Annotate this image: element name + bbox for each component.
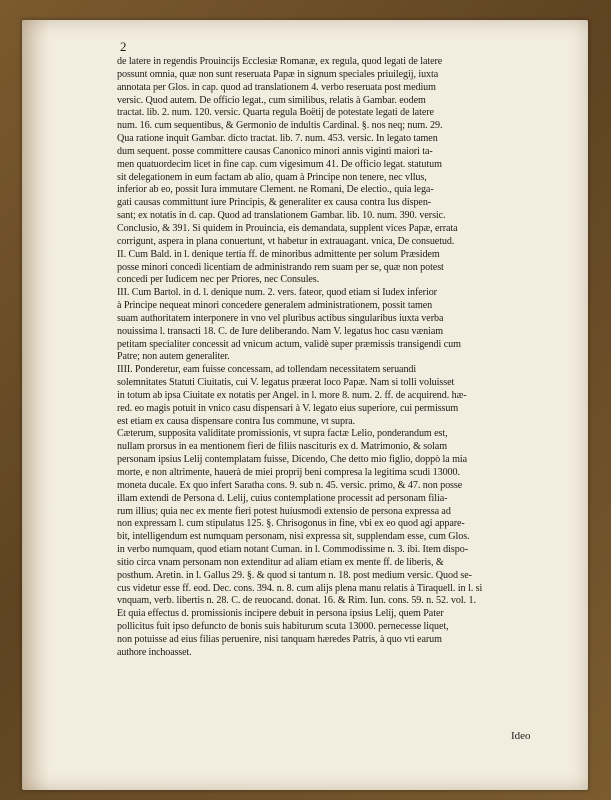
text-line: illam extendi de Persona d. Lelij, cuius contemplatione processit ad personam filia- — [117, 492, 448, 504]
text-line: Cæterum, supposita validitate promissionis, vt supra factæ Lelio, ponderandum est, — [117, 428, 448, 440]
text-line: men quatuordecim licet in fine cap. cum vigesimum 41. De officio legat. statutum — [117, 158, 442, 170]
text-line: non expressam l. cum stipulatus 125. §. Chrisogonus in fine, vbi ex eo quod agi appare- — [117, 518, 465, 530]
text-line: gati causas committunt iure Principis, & generaliter ex causa contra Ius dispen- — [117, 197, 432, 209]
page-number: 2 — [120, 39, 127, 54]
text-line: in totum ab ipsa Ciuitate ex notatis per Angel. in l. more 8. num. 2. ff. de acquirend. hæ- — [117, 389, 467, 401]
text-line: suam authoritatem interponere in vno vel pluribus actibus singularibus iuxta verba — [117, 312, 444, 324]
text-line: posthum. Aretin. in l. Gallus 29. §. & quod si tantum n. 18. post medium versic. Quod se- — [117, 569, 472, 581]
text-line: Patre; non autem generaliter. — [117, 351, 230, 363]
text-line: IIII. Ponderetur, eam fuisse concessam, ad tollendam necessitatem seruandi — [117, 364, 417, 376]
text-line: petitam specialiter concessit ad vnicum actum, validè super præmissis transigendi cum — [117, 338, 461, 350]
text-line: possunt omnia, quæ non sunt reseruata Papæ in signum speciales priuilegij, iuxta — [117, 68, 439, 80]
text-line: Et quia effectus d. promissionis incipere debuit in persona ipsius Lelij, quem Pater — [117, 608, 444, 620]
text-line: à Principe nequeat minori concedere generalem administrationem, possit tamen — [117, 300, 433, 312]
text-line: Conclusio, & 391. Si quidem in Prouincia, eis demandata, supplent vices Papæ, errata — [117, 222, 458, 234]
text-line: nouissima l. transacti 18. C. de Iure deliberando. Nam V. legatus hoc casu væniam — [117, 325, 444, 337]
text-line: authore inchoasset. — [117, 646, 192, 658]
text-line: in verbo numquam, quod etiam notant Cuman. in l. Commodissime n. 3. ibi. Item dispo- — [117, 544, 468, 556]
body-text — [117, 56, 557, 660]
text-line: III. Cum Bartol. in d. l. denique num. 2. vers. fateor, quod etiam si Iudex inferior — [117, 287, 437, 299]
text-line: morte, e non altrimente, hauerà de miei proprij beni compresa la legitima scudi 13000. — [117, 467, 460, 478]
text-line: est etiam ex causa dispensare contra Ius commune, vt supra. — [117, 415, 356, 427]
text-line: bit, intelligendum est numquam personam, nisi expressa sit, supplendam esse, cum Glos. — [117, 531, 470, 543]
text-line: solemnitates Statuti Ciuitatis, cui V. legatus præerat loco Papæ. Nam si tolli voluisset — [117, 377, 455, 389]
text-line: inferior ab eo, possit Iura immutare Clement. ne Romani, De electio., quia lega- — [117, 184, 434, 196]
text-line: tractat. lib. 2. num. 120. versic. Quarta regula Boëtij de potestate legati de latere — [117, 107, 434, 119]
text-line: rum illius; quia nec ex mente fieri potest huiusmodi extensio de persona expressa ad — [117, 505, 451, 517]
text-line: de latere in regendis Prouincijs Ecclesiæ Romanæ, ex regula, quod legati de latere — [117, 56, 443, 67]
text-line: annotata per Glos. in cap. quod ad translationem 4. verbo reseruata post medium — [117, 81, 436, 93]
text-line: red. eo magis potuit in vnico casu dispensari à V. legato eius superiore, cui permissum — [117, 402, 459, 414]
text-line: personam ipsius Lelij contemplatam fuisse, Dicendo, Che detto mio figlio, doppò la mia — [117, 454, 467, 466]
text-line: moneta ducale. Ex quo infert Saratha cons. 9. sub n. 45. versic. primo, & 47. non posse — [117, 479, 463, 491]
text-line: Qua ratione inquit Gambar. dicto tractat. lib. 7. num. 453. versic. In legato tamen — [117, 133, 438, 145]
text-line: pollicitus fuit ipso defuncto de bonis suis habiturum scuta 13000. pernecesse liquet, — [117, 621, 449, 633]
text-line: nullam prorsus in ea mentionem fieri de filiis nascituris ex d. Matrimonio, & solam — [117, 441, 447, 453]
text-line: II. Cum Bald. in l. denique tertia ff. de minoribus admittente per solum Præsidem — [117, 248, 440, 260]
text-line: posse minori concedi licentiam de administrando rem suam per se, quæ non potest — [117, 261, 444, 273]
text-line: non potuisse ad eius filias peruenire, nisi tanquam hæredes Patris, à quo vti earum — [117, 633, 442, 645]
catchword: Ideo — [511, 730, 531, 742]
text-line: cus videtur esse ff. eod. Dec. cons. 394. n. 8. cum alijs plena manu relatis à Tiraquell. in l. si — [117, 582, 483, 594]
text-line: num. 16. cum sequentibus, & Germonio de indultis Cardinal. §. nos neq; num. 29. — [117, 120, 443, 132]
text-line: concedi per Iudicem nec per Priores, nec Consules. — [117, 274, 320, 286]
text-line: sitio circa vnam personam non extenditur ad aliam etiam ex mente ff. de liberis, & — [117, 556, 444, 568]
text-line: versic. Quod autem. De officio legat., cum similibus, relatis à Gambar. eodem — [117, 94, 426, 106]
text-line: sit delegationem in eum factam ab alio, quam à Principe non tenere, nec vllus, — [117, 171, 427, 183]
text-line: dum sequent. posse committere causas Canonico minori annis viginti maiori ta- — [117, 145, 433, 157]
text-line: vnquam, verb. libertis n. 28. C. de reuocand. donat. 16. & Rim. Iun. cons. 59. n. 52. vol. 1. — [117, 595, 476, 607]
text-line: corrigunt, aspera in plana conuertunt, vt habetur in extrauagant. vnica, De consuetud. — [117, 235, 455, 247]
text-line: sant; ex notatis in d. cap. Quod ad translationem Gambar. lib. 10. num. 390. versic. — [117, 210, 446, 222]
